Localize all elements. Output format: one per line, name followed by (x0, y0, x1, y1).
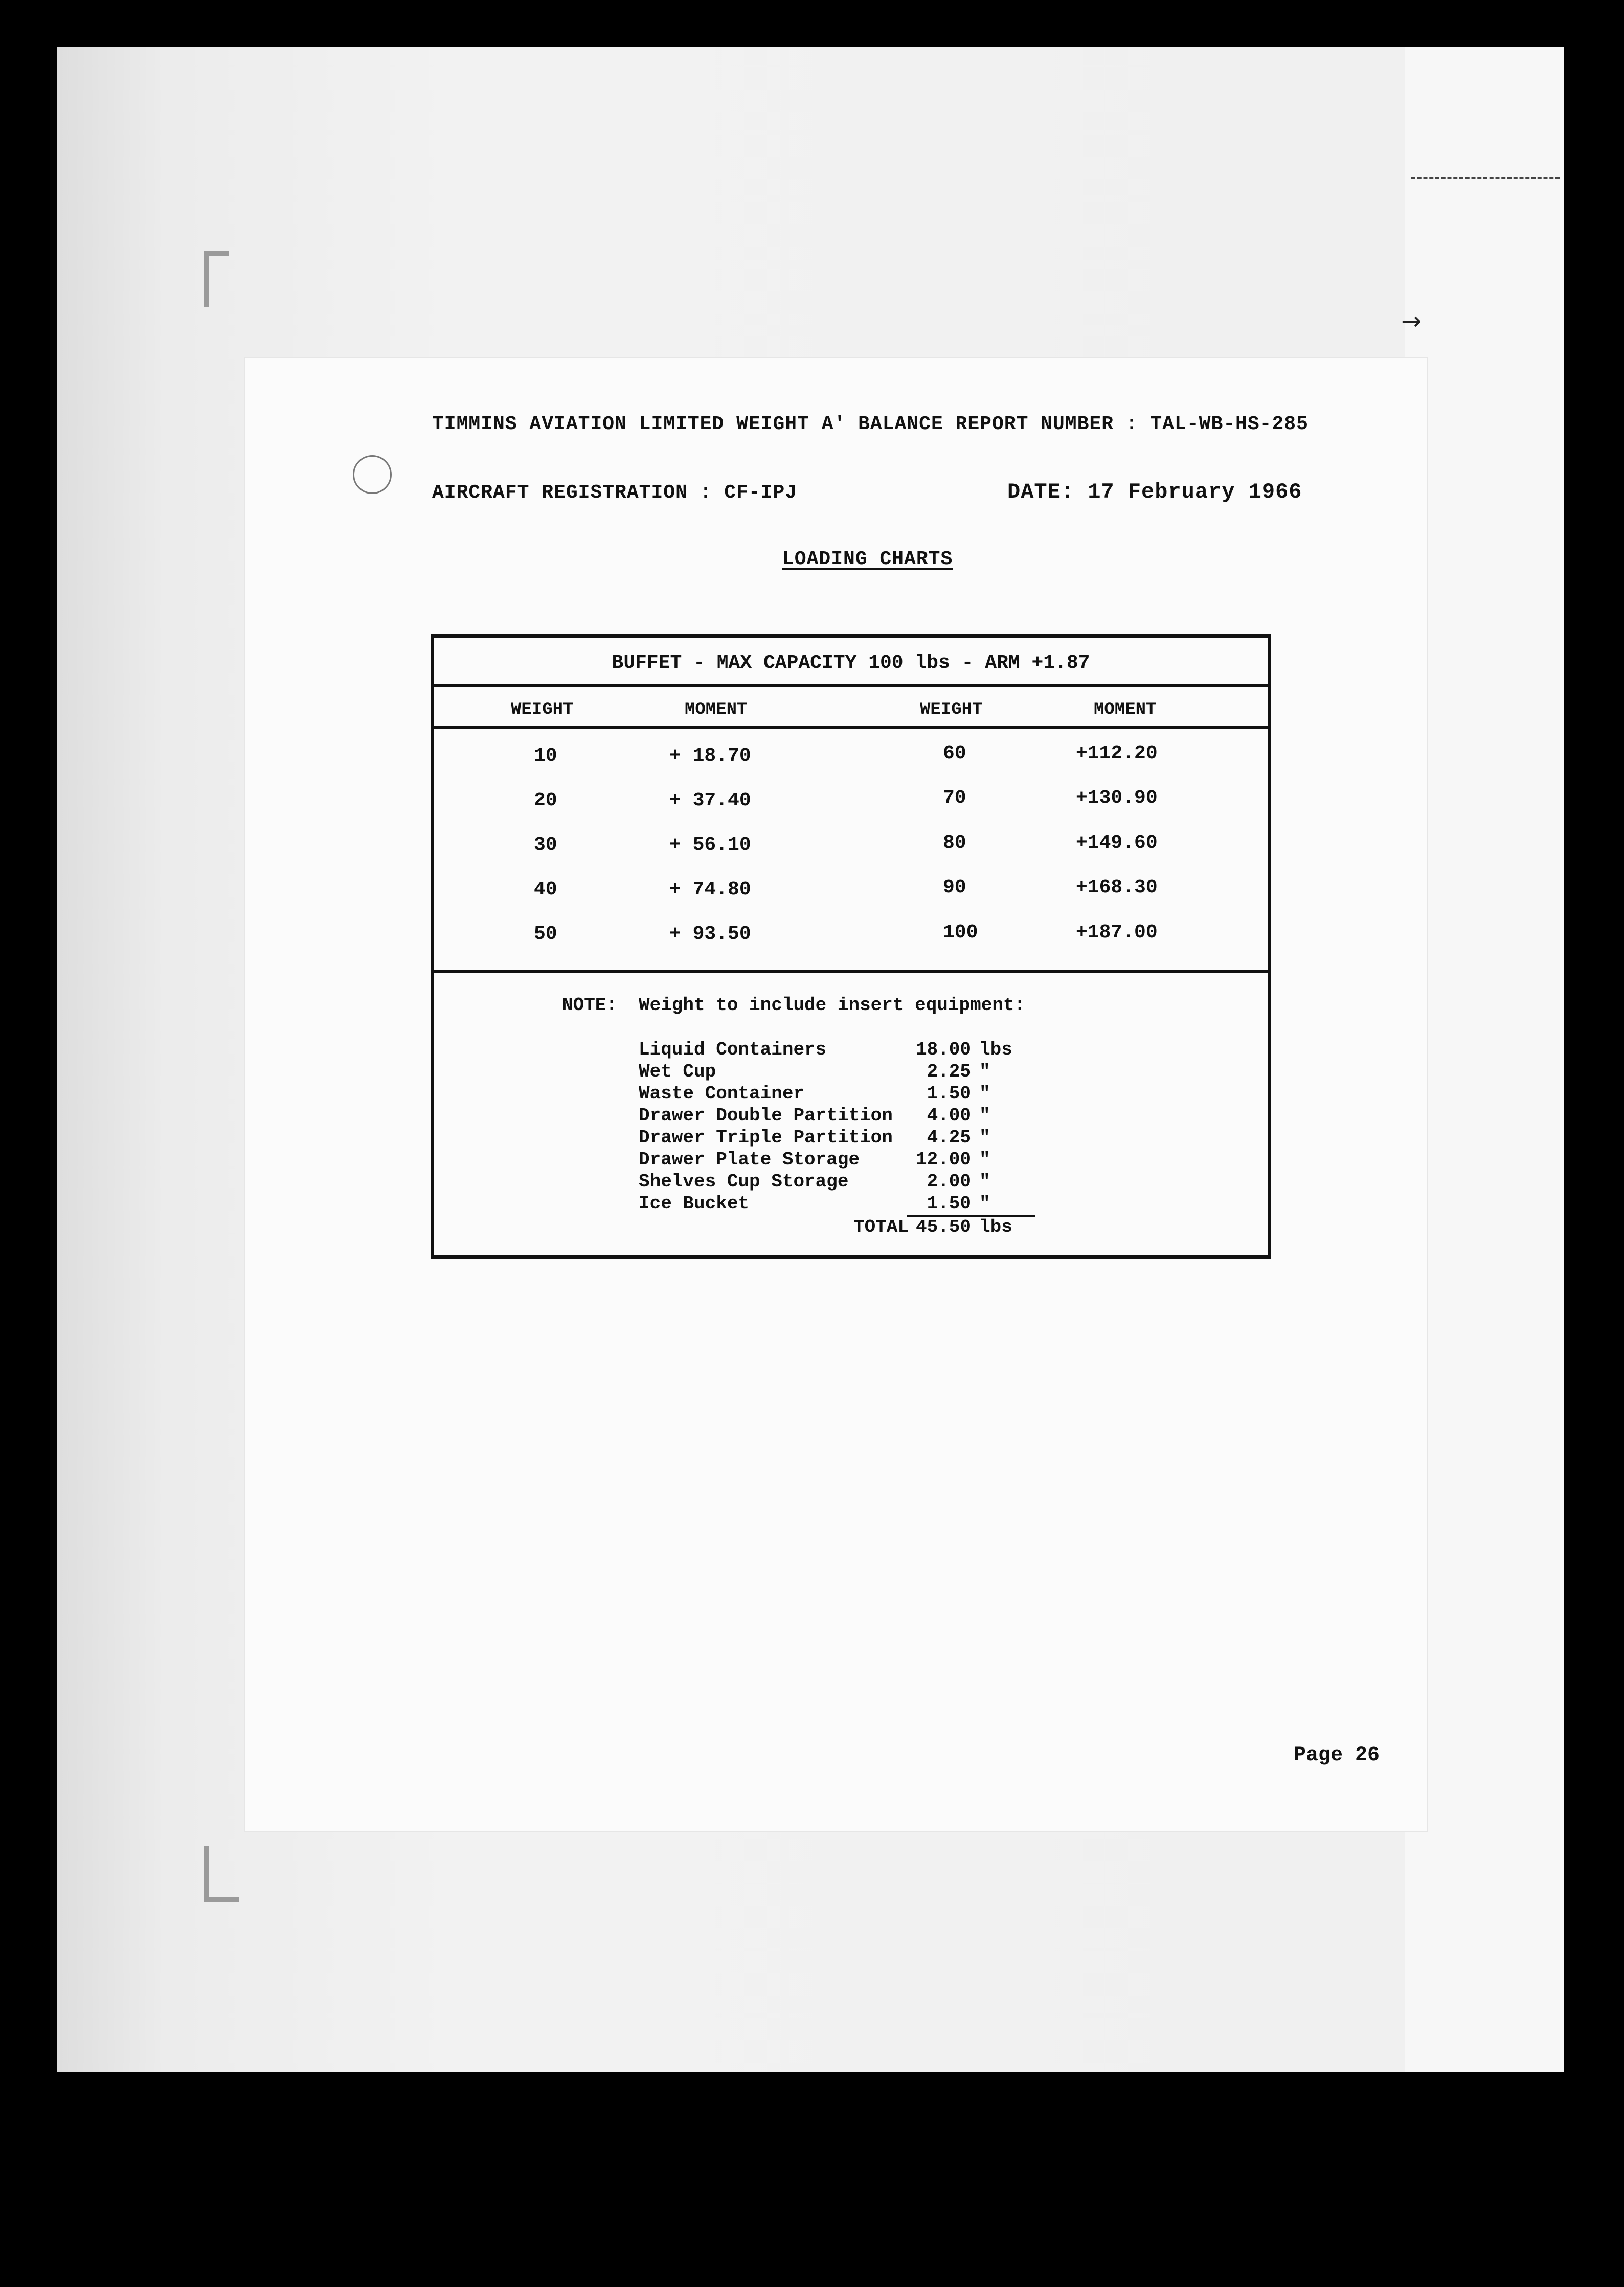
dashed-margin-mark (1411, 177, 1560, 179)
column-header: MOMENT (685, 700, 748, 720)
table-rule (434, 970, 1268, 973)
table-cell: 80 (943, 832, 966, 854)
equipment-unit: " (979, 1171, 990, 1192)
table-cell: 70 (943, 787, 966, 809)
equipment-unit: " (979, 1149, 990, 1170)
crop-mark-top-left (204, 251, 229, 307)
table-cell: 20 (534, 790, 557, 812)
table-cell: + 56.10 (669, 834, 751, 856)
report-date: DATE: 17 February 1966 (1007, 480, 1302, 504)
equipment-weight: 2.25 (927, 1061, 971, 1082)
report-header: TIMMINS AVIATION LIMITED WEIGHT A' BALANCE REPORT NUMBER : TAL-WB-HS-285 (432, 413, 1309, 435)
equipment-weight: 18.00 (915, 1039, 971, 1060)
punch-hole (353, 455, 392, 494)
equipment-item: Liquid Containers (639, 1039, 827, 1060)
equipment-item: Waste Container (639, 1083, 805, 1104)
table-rule (434, 684, 1268, 687)
equipment-unit: lbs (979, 1039, 1012, 1060)
equipment-unit: " (979, 1193, 990, 1214)
column-header: WEIGHT (920, 700, 983, 720)
table-cell: 100 (943, 922, 978, 944)
table-cell: +130.90 (1076, 787, 1158, 809)
total-label: TOTAL (853, 1217, 909, 1238)
equipment-item: Drawer Triple Partition (639, 1127, 893, 1148)
table-cell: +168.30 (1076, 877, 1158, 899)
equipment-item: Shelves Cup Storage (639, 1171, 849, 1192)
equipment-item: Drawer Double Partition (639, 1105, 893, 1126)
table-cell: + 18.70 (669, 745, 751, 767)
table-cell: +112.20 (1076, 743, 1158, 765)
column-header: MOMENT (1094, 700, 1157, 720)
equipment-item: Wet Cup (639, 1061, 716, 1082)
total-weight: 45.50 (915, 1217, 971, 1238)
sheet-edge-strip (1405, 47, 1564, 2072)
table-cell: 40 (534, 879, 557, 901)
table-cell: + 93.50 (669, 923, 751, 945)
arrow-right-icon: → (1401, 307, 1422, 335)
table-title: BUFFET - MAX CAPACITY 100 lbs - ARM +1.87 (612, 652, 1090, 674)
table-cell: +149.60 (1076, 832, 1158, 854)
table-cell: + 74.80 (669, 879, 751, 901)
aircraft-registration: AIRCRAFT REGISTRATION : CF-IPJ (432, 482, 798, 504)
table-rule (434, 726, 1268, 729)
equipment-item: Drawer Plate Storage (639, 1149, 860, 1170)
equipment-weight: 2.00 (927, 1171, 971, 1192)
crop-mark-bottom-left (204, 1846, 239, 1902)
page-number: Page 26 (1294, 1744, 1380, 1767)
table-cell: 50 (534, 923, 557, 945)
equipment-weight: 4.00 (927, 1105, 971, 1126)
note-label: NOTE: (562, 995, 618, 1016)
loading-chart-table (431, 634, 1271, 1259)
table-cell: 10 (534, 745, 557, 767)
equipment-unit: " (979, 1105, 990, 1126)
equipment-unit: " (979, 1061, 990, 1082)
equipment-item: Ice Bucket (639, 1193, 750, 1214)
total-unit: lbs (979, 1217, 1012, 1238)
table-cell: +187.00 (1076, 922, 1158, 944)
equipment-weight: 4.25 (927, 1127, 971, 1148)
equipment-unit: " (979, 1083, 990, 1104)
table-cell: + 37.40 (669, 790, 751, 812)
table-cell: 30 (534, 834, 557, 856)
page-title: LOADING CHARTS (782, 548, 953, 570)
note-text: Weight to include insert equipment: (639, 995, 1026, 1016)
table-cell: 60 (943, 743, 966, 765)
table-cell: 90 (943, 877, 966, 899)
equipment-weight: 1.50 (927, 1083, 971, 1104)
equipment-weight: 12.00 (915, 1149, 971, 1170)
column-header: WEIGHT (511, 700, 574, 720)
equipment-unit: " (979, 1127, 990, 1148)
equipment-weight: 1.50 (927, 1193, 971, 1214)
